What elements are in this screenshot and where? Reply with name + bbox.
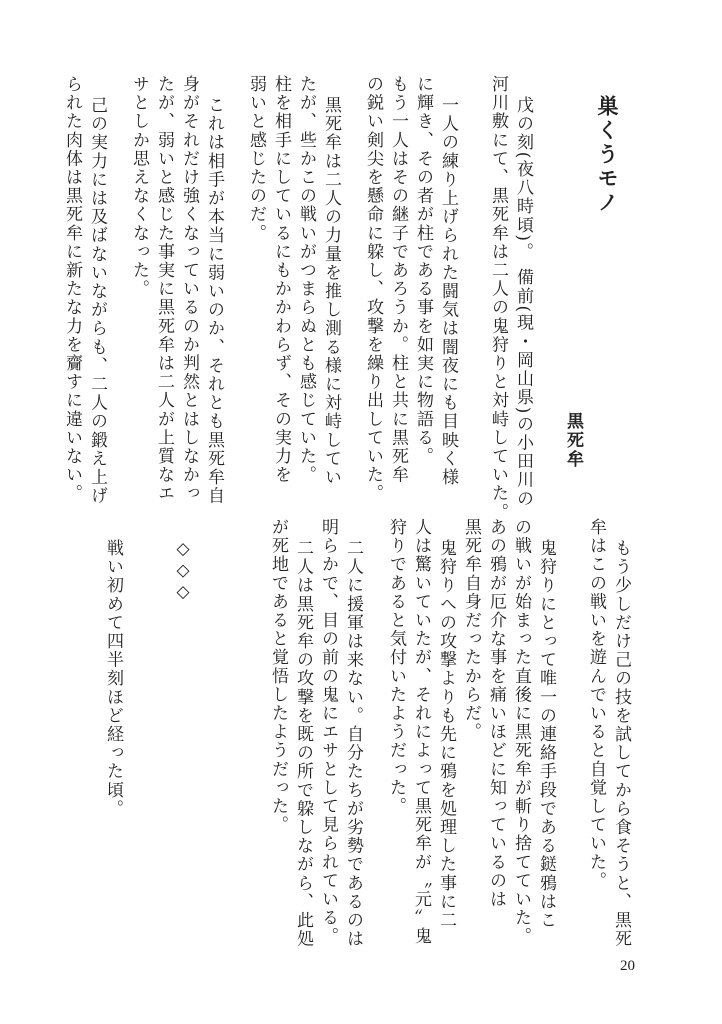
text-line: 柱を相手にしているにもかかわらず、その実力を	[271, 75, 291, 485]
text-line: これは相手が本当に弱いのか、それとも黒死牟自	[204, 96, 224, 506]
text-line: たが、些かこの戦いがつまらぬとも感じていた。	[296, 75, 316, 485]
paragraph	[485, 75, 535, 522]
page-number: 20	[620, 958, 635, 974]
text-line: もう少しだけ己の技を試してから食そうと、黒死	[611, 539, 631, 949]
paragraph	[265, 518, 315, 948]
text-line: 弱いと感じたのだ。	[246, 75, 266, 243]
text-line: ◇◇◇	[173, 539, 193, 604]
text-line: の鋭い剣尖を懸命に躱し、攻撃を繰り出していた。	[363, 75, 383, 503]
paragraph	[383, 518, 458, 948]
story-title: 巣くうモノ	[595, 95, 620, 215]
text-line: 二人は黒死牟の攻撃を既の所で躱しながら、此処	[293, 539, 313, 949]
text-line: もう一人はその継子であろうか。柱と共に黒死牟	[388, 75, 408, 485]
paragraph	[315, 518, 365, 948]
text-line: 黒死牟は二人の力量を推し測る様に対峙してい	[321, 96, 341, 487]
text-line: 一人の練り上げられた闘気は闇夜にも目映く様	[438, 96, 458, 487]
text-line: 二人に援軍は来ない。自分たちが劣勢であるのは	[343, 539, 363, 949]
paragraph	[170, 518, 195, 948]
character-heading: 黒死牟	[563, 412, 583, 469]
text-line: 己の実力には及ばないながらも、二人の鍛え上げ	[87, 96, 107, 506]
top-text-block	[59, 75, 622, 522]
text-line: 身がそれだけ強くなっているのか判然とはしなかっ	[179, 75, 199, 503]
text-line: 戦い初めて四半刻ほど経った頃。	[103, 539, 123, 818]
text-line: 鬼狩りにとって唯一の連絡手段である鎹鴉はこ	[536, 539, 556, 930]
text-line: 河川敷にて、黒死牟は二人の鬼狩りと対峙していた。	[488, 75, 508, 522]
text-line: 黒死牟自身だったからだ。	[461, 518, 481, 742]
text-line: が死地であると覚悟したようだった。	[268, 518, 288, 835]
text-line: の戦いが始まった直後に黒死牟が斬り捨てていた。	[511, 518, 531, 946]
text-line: られた肉体は黒死牟に新たな力を齎すに違いない。	[62, 75, 82, 503]
paragraph	[360, 75, 460, 505]
paragraph	[458, 518, 558, 948]
text-line: あの鴉が厄介な事を痛いほどに知っているのは	[486, 518, 506, 909]
text-line: サとしか思えなくなった。	[129, 75, 149, 299]
paragraph	[59, 75, 109, 505]
paragraph	[583, 518, 633, 948]
paragraph	[100, 518, 125, 948]
text-line: 狩りであると気付いたようだった。	[386, 518, 406, 816]
text-line: 鬼狩りへの攻撃よりも先に鴉を処理した事に二	[436, 539, 456, 930]
text-line: 人は驚いていたが、それによって黒死牟が〝元〟鬼	[411, 518, 431, 946]
paragraph	[126, 75, 226, 505]
paragraph	[243, 75, 343, 505]
text-line: に輝き、その者が柱である事を如実に物語る。	[413, 75, 433, 466]
text-line: 戊の刻(夜八時頃)。 備前(現・岡山県)の小田川の	[513, 96, 533, 508]
bottom-text-block	[100, 518, 633, 948]
text-line: 牟はこの戦いを遊んでいると自覚していた。	[586, 518, 606, 890]
text-line: たが、弱いと感じた事実に黒死牟は二人が上質なエ	[154, 75, 174, 503]
text-line: 明らかで、目の前の鬼にエサとして見られている。	[318, 518, 338, 946]
